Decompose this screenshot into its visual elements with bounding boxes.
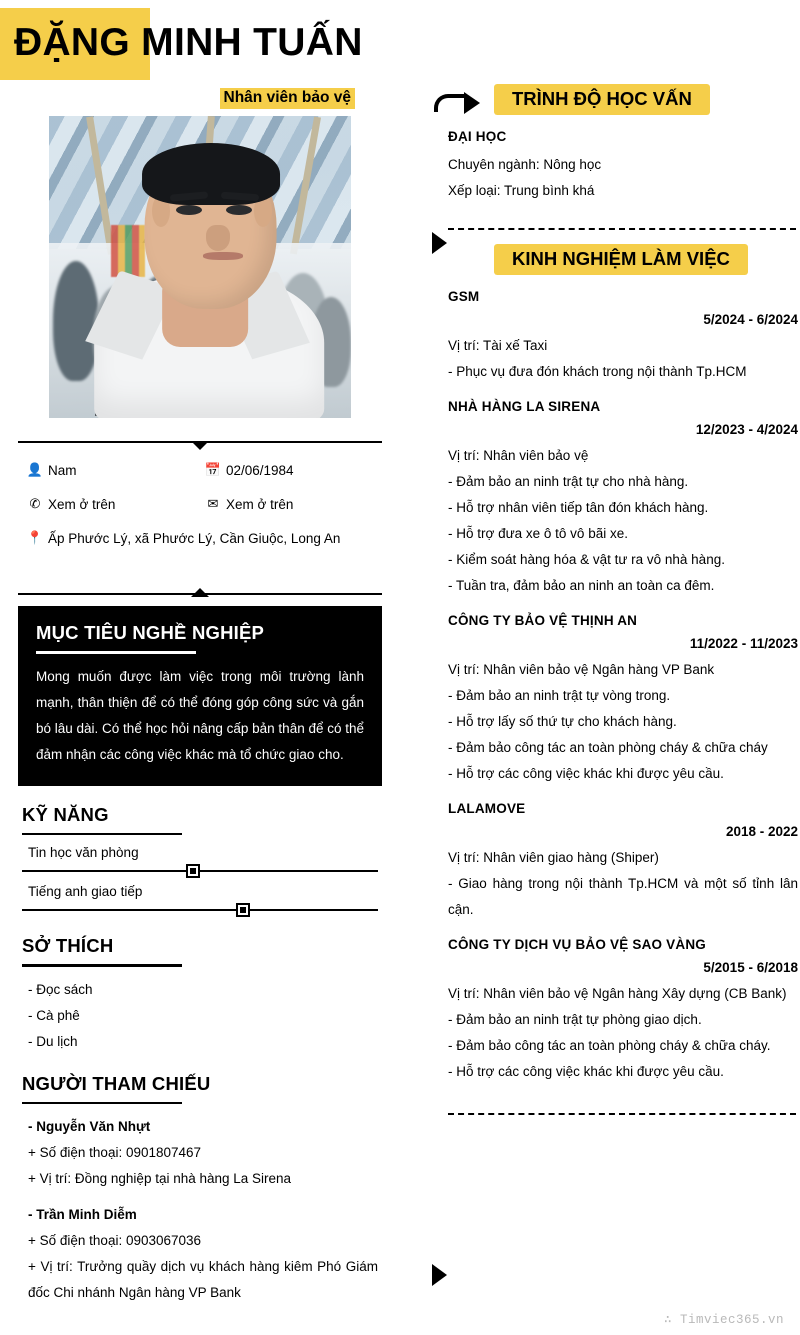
person-icon: 👤 xyxy=(26,462,44,477)
job-date: 5/2024 - 6/2024 xyxy=(703,312,798,327)
skills-rule xyxy=(22,833,182,836)
job-date: 5/2015 - 6/2018 xyxy=(703,960,798,975)
job-company: CÔNG TY BẢO VỆ THỊNH AN xyxy=(448,613,638,628)
job-position: Vị trí: Nhân viên bảo vệ Ngân hàng Xây dựng (CB Bank) xyxy=(448,986,787,1001)
education-title: TRÌNH ĐỘ HỌC VẤN xyxy=(512,88,692,109)
objective-rule xyxy=(36,651,196,654)
job-title-badge xyxy=(220,88,355,109)
location-icon: 📍 xyxy=(26,530,44,545)
timeline-triangle-icon xyxy=(432,1264,447,1286)
skill-slider-knob[interactable] xyxy=(236,903,250,917)
job-position: Vị trí: Nhân viên bảo vệ xyxy=(448,448,589,463)
job-date: 11/2022 - 11/2023 xyxy=(689,636,798,651)
timeline-triangle-icon xyxy=(432,232,447,254)
reference-position: + Vị trí: Trưởng quầy dịch vụ khách hàng kiêm Phó Giám đốc Chi nhánh Ngân hàng VP Bank xyxy=(28,1259,378,1300)
skill-slider[interactable] xyxy=(22,864,378,878)
job-duty: - Hỗ trợ nhân viên tiếp tân đón khách hàng. xyxy=(448,500,709,515)
skill-item xyxy=(22,845,378,878)
reference-item xyxy=(22,1202,378,1306)
candidate-photo xyxy=(49,116,351,418)
skill-label: Tiếng anh giao tiếp xyxy=(28,884,143,899)
hobby-item: - Du lịch xyxy=(28,1033,78,1049)
job-company: LALAMOVE xyxy=(448,801,526,816)
job-company: CÔNG TY DỊCH VỤ BẢO VỆ SAO VÀNG xyxy=(448,937,706,952)
job-company: NHÀ HÀNG LA SIRENA xyxy=(448,399,601,414)
job-duty: - Hỗ trợ đưa xe ô tô vô bãi xe. xyxy=(448,526,628,541)
job-duty: - Đảm bảo an ninh trật tự cho nhà hàng. xyxy=(448,474,689,489)
reference-name: - Trần Minh Diễm xyxy=(28,1207,137,1222)
skill-label: Tin học văn phòng xyxy=(28,845,139,860)
education-line: Chuyên ngành: Nông học xyxy=(448,157,602,172)
references-rule xyxy=(22,1102,182,1105)
section-separator xyxy=(448,218,798,240)
objective-title: MỤC TIÊU NGHỀ NGHIỆP xyxy=(36,622,265,643)
job-position: Vị trí: Nhân viên bảo vệ Ngân hàng VP Bank xyxy=(448,662,715,677)
objective-text: Mong muốn được làm việc trong môi trường lành mạnh, thân thiện để có thể đóng góp công sức và gắn bó lâu dài. Có thể học hỏi nâng cấp bản thân để có thể đảm nhận các công việc khác mà tổ chức giao cho. xyxy=(36,668,365,762)
job-duty: - Đảm bảo công tác an toàn phòng cháy & chữa cháy. xyxy=(448,1038,771,1053)
contact-gender-value: Nam xyxy=(48,463,77,478)
skill-slider-knob[interactable] xyxy=(186,864,200,878)
contact-email xyxy=(200,494,378,516)
job-duty: - Hỗ trợ lấy số thứ tự cho khách hàng. xyxy=(448,714,677,729)
hobby-item: - Đọc sách xyxy=(28,981,93,997)
job-duty: - Phục vụ đưa đón khách trong nội thành Tp.HCM xyxy=(448,364,747,379)
contact-row xyxy=(22,528,378,550)
hobby-item: - Cà phê xyxy=(28,1007,80,1023)
reference-position: + Vị trí: Đồng nghiệp tại nhà hàng La Sirena xyxy=(28,1171,292,1186)
skills-section xyxy=(18,804,382,918)
cv-header xyxy=(0,0,800,90)
contact-address-value: Ấp Phước Lý, xã Phước Lý, Cần Giuộc, Long An xyxy=(48,531,341,546)
reference-phone: + Số điện thoại: 0903067036 xyxy=(28,1233,202,1248)
job-position: Vị trí: Nhân viên giao hàng (Shiper) xyxy=(448,850,659,865)
triangle-down-icon xyxy=(191,441,209,450)
education-section xyxy=(448,84,798,204)
education-school: ĐẠI HỌC xyxy=(448,129,507,144)
job-entry xyxy=(448,937,798,1085)
education-header xyxy=(494,84,710,115)
section-separator-bottom xyxy=(448,1103,798,1125)
calendar-icon: 📅 xyxy=(204,462,222,477)
contact-address xyxy=(22,528,378,550)
job-date: 12/2023 - 4/2024 xyxy=(695,422,798,437)
job-entry xyxy=(448,399,798,599)
job-duty: - Hỗ trợ các công việc khác khi được yêu cầu. xyxy=(448,766,724,781)
contact-row xyxy=(22,460,378,482)
contact-row xyxy=(22,494,378,516)
triangle-up-icon xyxy=(191,588,209,597)
hobbies-section xyxy=(18,935,382,1055)
job-duty: - Tuần tra, đảm bảo an ninh an toàn ca đêm. xyxy=(448,578,715,593)
left-column xyxy=(0,108,400,1306)
contact-divider-top xyxy=(18,438,382,448)
envelope-icon: ✉ xyxy=(207,496,219,511)
job-entry xyxy=(448,613,798,787)
contact-phone-value: Xem ở trên xyxy=(48,497,116,512)
right-content xyxy=(448,84,798,1129)
job-duty: - Đảm bảo an ninh trật tự phòng giao dịch. xyxy=(448,1012,702,1027)
job-duty: - Đảm bảo công tác an toàn phòng cháy & chữa cháy xyxy=(448,740,768,755)
job-entry xyxy=(448,801,798,923)
contact-email-value: Xem ở trên xyxy=(226,497,294,512)
job-duty: - Đảm bảo an ninh trật tự vòng trong. xyxy=(448,688,671,703)
education-line: Xếp loại: Trung bình khá xyxy=(448,183,595,198)
job-company: GSM xyxy=(448,289,480,304)
job-title: Nhân viên bảo vệ xyxy=(223,89,351,106)
experience-title: KINH NGHIỆM LÀM VIỆC xyxy=(512,248,730,269)
job-entry xyxy=(448,289,798,385)
job-position: Vị trí: Tài xế Taxi xyxy=(448,338,548,353)
contact-gender xyxy=(22,460,200,482)
hobbies-rule xyxy=(22,964,182,967)
footer-watermark: ∴ Timviec365.vn xyxy=(663,1313,784,1327)
hobbies-title: SỞ THÍCH xyxy=(22,935,114,956)
reference-item xyxy=(22,1114,378,1192)
job-duty: - Kiểm soát hàng hóa & vật tư ra vô nhà hàng. xyxy=(448,552,725,567)
reference-phone: + Số điện thoại: 0901807467 xyxy=(28,1145,202,1160)
contact-phone xyxy=(22,494,200,516)
skill-item xyxy=(22,884,378,917)
skills-title: KỸ NĂNG xyxy=(22,803,109,825)
contact-birthday-value: 02/06/1984 xyxy=(226,463,294,478)
job-duty: - Giao hàng trong nội thành Tp.HCM và một số tỉnh lân cận. xyxy=(448,876,798,917)
contact-divider-bottom xyxy=(18,590,382,600)
references-title: NGƯỜI THAM CHIẾU xyxy=(22,1072,211,1094)
phone-icon: ✆ xyxy=(29,496,41,511)
job-duty: - Hỗ trợ các công việc khác khi được yêu cầu. xyxy=(448,1064,724,1079)
objective-section xyxy=(18,606,382,786)
candidate-name: ĐẶNG MINH TUẤN xyxy=(14,21,363,64)
contact-block xyxy=(18,448,382,570)
experience-section xyxy=(448,244,798,1085)
references-section xyxy=(18,1073,382,1307)
skill-slider[interactable] xyxy=(22,903,378,917)
job-date: 2018 - 2022 xyxy=(725,824,798,839)
reference-name: - Nguyễn Văn Nhựt xyxy=(28,1119,151,1134)
experience-header xyxy=(494,244,748,275)
contact-birthday xyxy=(200,460,378,482)
